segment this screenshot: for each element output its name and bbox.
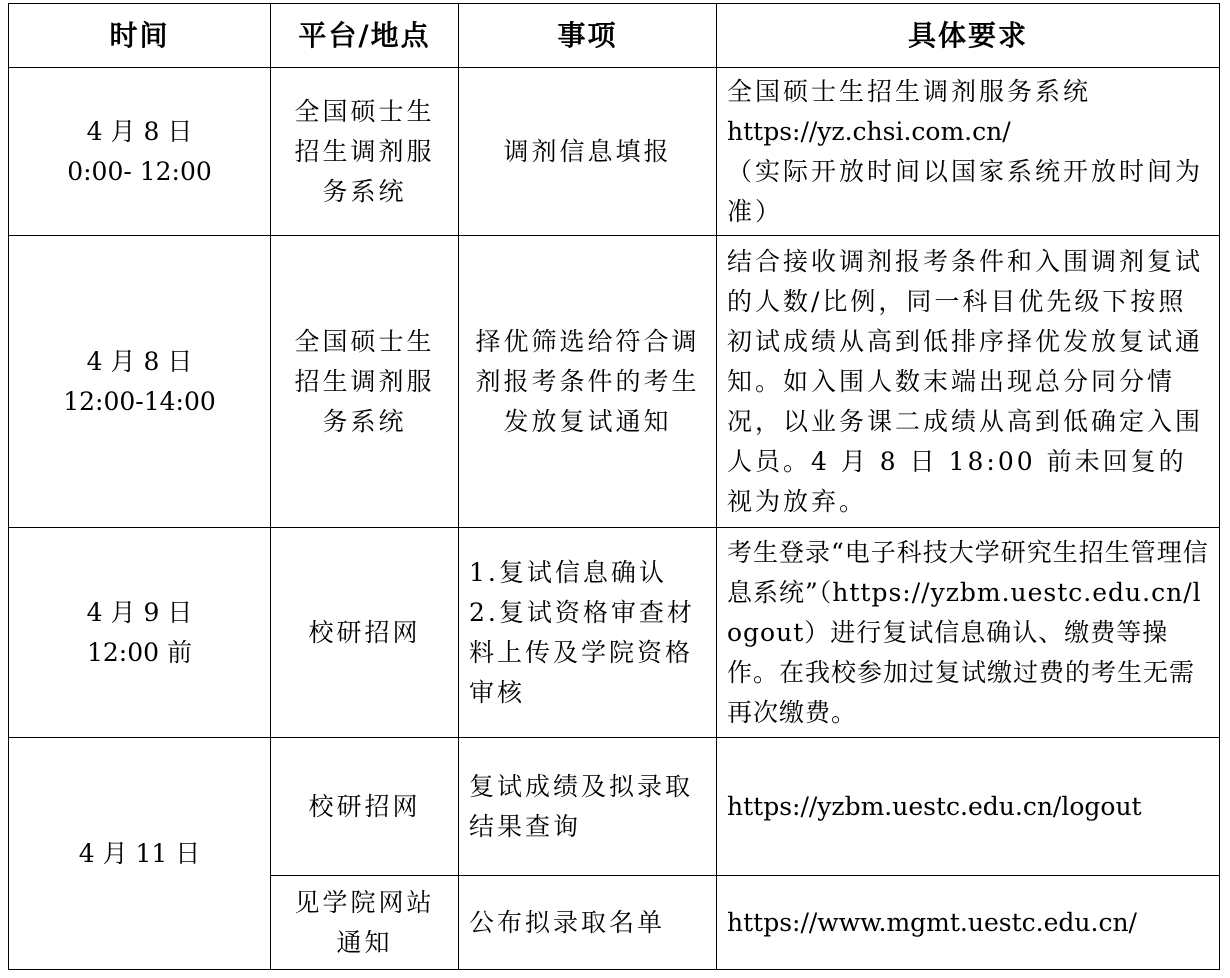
platform-cell: 见学院网站 通知 <box>271 876 459 970</box>
platform-cell: 校研招网 <box>271 738 459 876</box>
item-cell: 择优筛选给符合调剂报考条件的考生发放复试通知 <box>459 236 717 528</box>
time-cell: 4 月 9 日 12:00 前 <box>9 528 271 738</box>
table-row <box>9 528 1220 738</box>
table-row <box>9 236 1220 528</box>
platform-cell: 校研招网 <box>271 528 459 738</box>
chsi-link[interactable]: https://yz.chsi.com.cn/ <box>727 116 1011 146</box>
platform-cell: 全国硕士生 招生调剂服 务系统 <box>271 236 459 528</box>
table-row <box>9 738 1220 876</box>
schedule-table <box>8 3 1220 970</box>
requirement-cell: 考生登录“电子科技大学研究生招生管理信息系统”（https://yzbm.uestc.edu.cn/logout）进行复试信息确认、缴费等操作。在我校参加过复试缴过费的考生无需再次缴费。 <box>717 528 1220 738</box>
list-item: 2.复试资格审查材料上传及学院资格审核 <box>469 597 695 707</box>
header-platform: 平台/地点 <box>271 4 459 68</box>
mgmt-link[interactable]: https://www.mgmt.uestc.edu.cn/ <box>717 876 1220 970</box>
time-cell: 4 月 8 日 12:00-14:00 <box>9 236 271 528</box>
time-cell: 4 月 8 日 0:00- 12:00 <box>9 68 271 236</box>
header-requirement: 具体要求 <box>717 4 1220 68</box>
table-row <box>9 68 1220 236</box>
header-row <box>9 4 1220 68</box>
platform-cell: 全国硕士生 招生调剂服 务系统 <box>271 68 459 236</box>
header-time: 时间 <box>9 4 271 68</box>
list-item: 1.复试信息确认 <box>469 557 667 587</box>
requirement-cell: 结合接收调剂报考条件和入围调剂复试的人数/比例，同一科目优先级下按照初试成绩从高到低排序择优发放复试通知。如入围人数末端出现总分同分情况，以业务课二成绩从高到低确定入围人员。4 月 8 日 18:00 前未回复的视为放弃。 <box>717 236 1220 528</box>
requirement-cell: 全国硕士生招生调剂服务系统 https://yz.chsi.com.cn/ （实际开放时间以国家系统开放时间为准） <box>717 68 1220 236</box>
item-cell <box>459 528 717 738</box>
time-cell: 4 月 11 日 <box>9 738 271 970</box>
item-list <box>469 553 706 713</box>
item-cell: 公布拟录取名单 <box>459 876 717 970</box>
header-item: 事项 <box>459 4 717 68</box>
item-cell: 调剂信息填报 <box>459 68 717 236</box>
item-cell: 复试成绩及拟录取结果查询 <box>459 738 717 876</box>
result-link[interactable]: https://yzbm.uestc.edu.cn/logout <box>717 738 1220 876</box>
